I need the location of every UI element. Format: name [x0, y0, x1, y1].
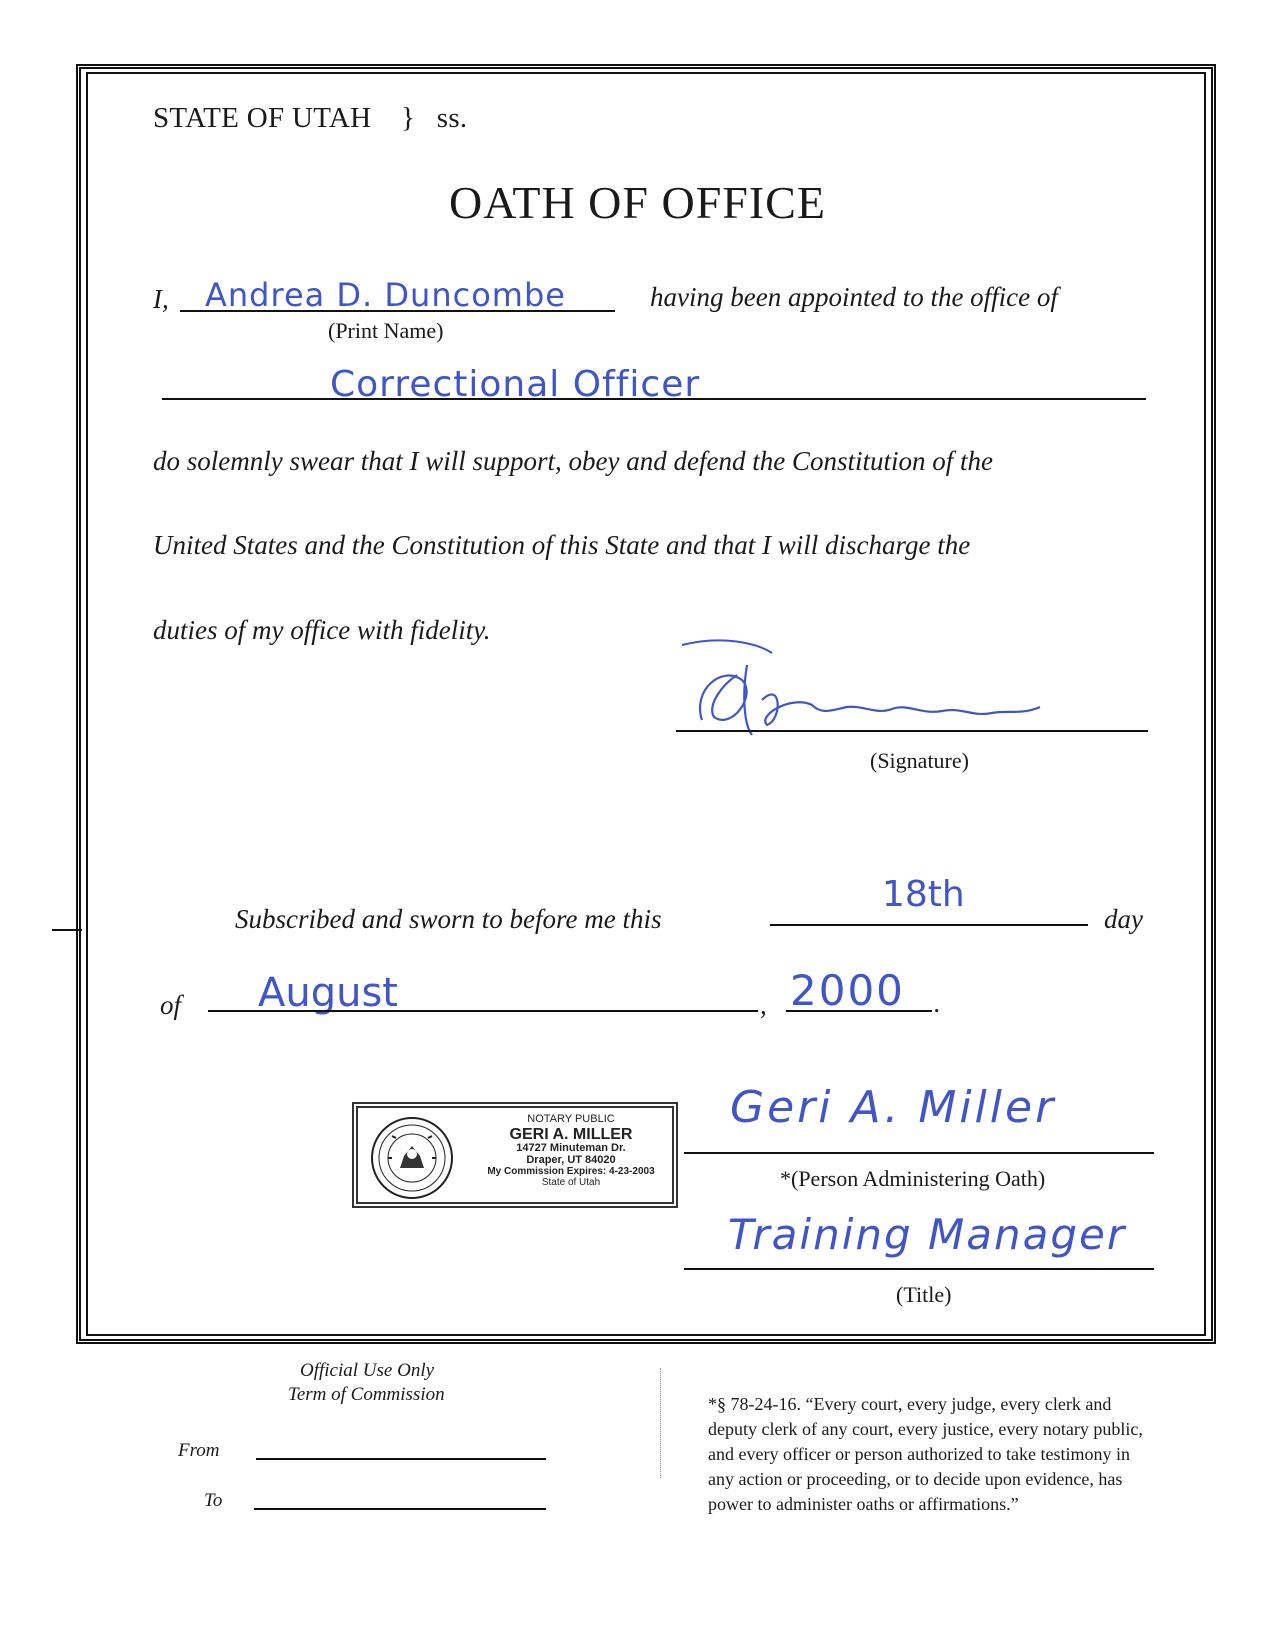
title-caption: (Title): [896, 1282, 952, 1307]
administrator-line: [684, 1152, 1154, 1154]
official-use-heading: Official Use Only: [300, 1360, 435, 1381]
statute-footnote: [708, 1392, 1228, 1517]
oath-line-2: United States and the Constitution of this State and that I will discharge the: [153, 530, 971, 560]
month-line: [208, 1010, 758, 1012]
day-line: [770, 924, 1088, 926]
stamp-commission: My Commission Expires: 4-23-2003: [487, 1165, 655, 1177]
state-seal-emblem: [370, 1116, 454, 1200]
venue-state: STATE OF UTAH: [153, 102, 372, 134]
appointed-text: having been appointed to the office of: [650, 282, 1058, 312]
venue-brace: }: [400, 102, 416, 134]
stamp-state: State of Utah: [541, 1176, 601, 1188]
print-name-value: Andrea D. Duncombe: [205, 276, 566, 314]
to-label: To: [204, 1490, 223, 1511]
oath-line-3: duties of my office with fidelity.: [153, 615, 491, 645]
year-line: [786, 1010, 932, 1012]
of-label: of: [160, 990, 182, 1020]
signature-caption: (Signature): [870, 748, 969, 773]
day-value: 18th: [882, 874, 965, 915]
notary-stamp: [352, 1102, 678, 1208]
signature-line: [676, 730, 1148, 732]
stamp-address1: 14727 Minuteman Dr.: [516, 1142, 626, 1155]
footer-divider: [660, 1368, 661, 1478]
title-line: [684, 1268, 1154, 1270]
date-comma: ,: [760, 990, 767, 1020]
administrator-title-value: Training Manager: [728, 1210, 1127, 1259]
month-value: August: [258, 970, 398, 1016]
print-name-line: [180, 310, 615, 312]
footnote-line: and every officer or person authorized to take testimony in: [708, 1444, 1131, 1464]
office-value: Correctional Officer: [330, 364, 701, 405]
from-line: [256, 1458, 546, 1460]
document-title: OATH OF OFFICE: [449, 177, 826, 228]
to-line: [254, 1508, 546, 1510]
office-line: [162, 398, 1146, 400]
from-label: From: [178, 1440, 220, 1461]
print-name-caption: (Print Name): [328, 318, 444, 343]
administrator-signature: Geri A. Miller: [730, 1082, 1057, 1133]
stamp-name: GERI A. MILLER: [509, 1125, 633, 1143]
footnote-line: deputy clerk of any court, every justice, every notary public,: [708, 1419, 1143, 1439]
stamp-heading: NOTARY PUBLIC: [527, 1113, 615, 1125]
sworn-text: Subscribed and sworn to before me this: [235, 904, 662, 934]
oath-line-1: do solemnly swear that I will support, obey and defend the Constitution of the: [153, 446, 993, 476]
date-period: .: [934, 988, 941, 1018]
i-label: I,: [153, 284, 169, 314]
margin-mark: [52, 929, 82, 931]
venue-ss: ss.: [436, 102, 468, 134]
venue-heading: [153, 102, 467, 135]
stamp-address2: Draper, UT 84020: [526, 1154, 616, 1167]
day-label: day: [1104, 904, 1143, 934]
administrator-caption: *(Person Administering Oath): [780, 1166, 1046, 1191]
official-use-subheading: Term of Commission: [288, 1384, 445, 1405]
footnote-line: any action or proceeding, or to decide upon evidence, has: [708, 1469, 1123, 1489]
year-value: 2000: [790, 966, 905, 1015]
footnote-line: *§ 78-24-16. “Every court, every judge, every clerk and: [708, 1394, 1112, 1414]
footnote-line: power to administer oaths or affirmations.”: [708, 1494, 1019, 1514]
oath-taker-signature: [662, 635, 1082, 750]
